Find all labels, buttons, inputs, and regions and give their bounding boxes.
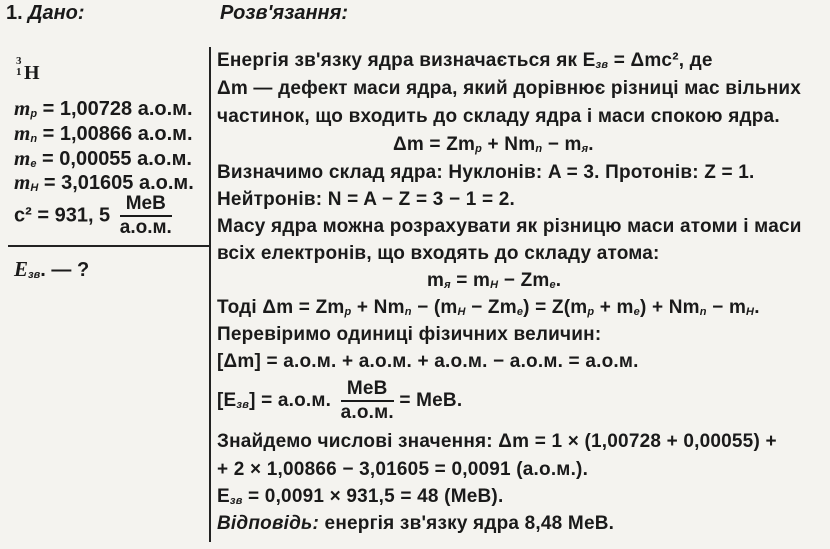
- nuclide-symbol: 3 1 H: [16, 55, 40, 84]
- speed-of-light-squared: c² = 931, 5 $\frac{\text{MeB}}{а.о.м.}$: [14, 193, 172, 238]
- solution-heading: Розв'язання:: [220, 2, 349, 24]
- column-divider: [209, 47, 211, 542]
- hydrogen-mass: $m_H = 3,01605$ а.о.м.: [14, 170, 194, 194]
- solution-line-3: частинок, що входить до складу ядра і маси спокою ядра.: [217, 106, 780, 127]
- answer-line: Відповідь: енергія зв'язку ядра 8,48 MeB.: [217, 513, 615, 534]
- solution-line-8: всіх електронів, що входять до складу атома:: [217, 243, 660, 264]
- electron-mass: $m_e = 0,00055$ а.о.м.: [14, 146, 192, 170]
- nucleus-mass-formula: $m_я = m_H - Zm_e$.: [427, 270, 562, 291]
- solution-line-6: Нейтронів: N = A − Z = 3 − 1 = 2.: [217, 189, 516, 210]
- units-check-energy: $[E_{зв}] = а.о.м$. $\frac{\text{MeB}}{а.о.м.}$ = MeB.: [217, 378, 463, 423]
- neutron-mass: $m_n = 1,00866$ а.о.м.: [14, 121, 193, 145]
- solution-line-5: Визначимо склад ядра: Нуклонів: A = 3. Протонів: Z = 1.: [217, 162, 755, 183]
- solution-line-14: Знайдемо числові значення: Δm = 1 × (1,00728 + 0,00055) +: [217, 431, 777, 452]
- problem-number: 1.: [6, 2, 23, 24]
- proton-mass: $m_p = 1,00728$ а.о.м.: [14, 96, 193, 120]
- solution-line-11: Перевіримо одиниці фізичних величин:: [217, 324, 602, 345]
- solution-line-15: + 2 × 1,00866 − 3,01605 = 0,0091 (а.о.м.).: [217, 459, 589, 480]
- binding-energy-result: $E_{зв} = 0,0091 \times 931,5 = 48$ (MeB).: [217, 486, 504, 507]
- mass-defect-formula: $\Delta m = Zm_p + Nm_n - m_я$.: [393, 134, 594, 155]
- given-divider: [8, 245, 210, 247]
- unknown-quantity: $E_{зв}$. — ?: [14, 257, 90, 281]
- solution-line-1: Енергія зв'язку ядра визначається як $E_{зв} = \Delta mc^2$, де: [217, 50, 713, 71]
- solution-line-7: Масу ядра можна розрахувати як різницю маси атоми і маси: [217, 216, 802, 237]
- given-heading: Дано:: [28, 2, 85, 24]
- solution-line-2: Δm — дефект маси ядра, який дорівнює різниці мас вільних: [217, 78, 802, 99]
- solution-line-12: [Δm] = а.о.м. + а.о.м. + а.о.м. − а.о.м. = а.о.м.: [217, 351, 639, 372]
- solution-line-10: Тоді $\Delta m = Zm_p + Nm_n - (m_H - Zm_e) = Z(m_p + m_e) + Nm_n - m_H$.: [217, 297, 760, 318]
